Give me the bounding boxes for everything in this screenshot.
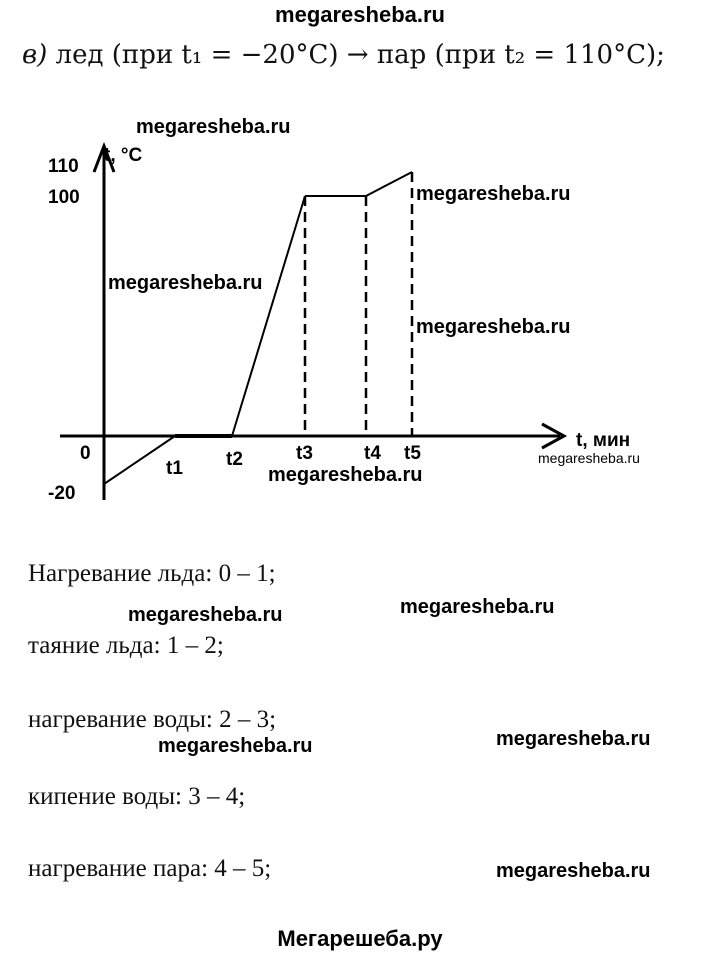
list-watermark-2: megaresheba.ru [400,596,555,618]
footer-watermark: Мегарешеба.ру [277,926,443,951]
x-tick-t2: t2 [226,449,243,470]
header-watermark: megaresheba.ru [275,2,445,27]
x-tick-t4: t4 [364,443,381,464]
step-water-boiling: кипение воды: 3 – 4; [28,783,246,810]
chart-dashed-lines [305,172,412,436]
list-watermark-4: megaresheba.ru [496,728,651,750]
step-water-heating: нагревание воды: 2 – 3; [28,706,277,733]
list-watermark-3: megaresheba.ru [158,735,313,757]
step-steam-heating: нагревание пара: 4 – 5; [28,855,272,882]
chart-watermark-top: megaresheba.ru [136,116,291,138]
step-ice-melting: таяние льда: 1 – 2; [28,632,224,659]
y-tick--20: -20 [48,483,76,504]
x-tick-0: 0 [80,443,91,464]
x-tick-t1: t1 [166,458,183,479]
list-watermark-5: megaresheba.ru [496,860,651,882]
y-tick-100: 100 [48,187,80,208]
x-tick-t3: t3 [296,443,313,464]
list-watermark-1: megaresheba.ru [128,604,283,626]
chart-watermark-right-mid: megaresheba.ru [416,316,571,338]
series-segment-t4-t5 [366,172,412,196]
chart-watermark-left-mid: megaresheba.ru [108,272,263,294]
y-axis-label: t, °C [104,145,143,166]
x-axis-label: t, мин [576,430,631,451]
chart-watermark-right-top: megaresheba.ru [416,183,571,205]
series-segment-t2-t3 [232,196,305,436]
x-tick-t5: t5 [404,443,421,464]
step-ice-heating: Нагревание льда: 0 – 1; [28,560,276,587]
task-label: в) [22,40,48,70]
chart-watermark-small: megaresheba.ru [538,450,640,466]
y-tick-110: 110 [48,156,79,177]
series-segment-0-t1 [104,436,175,484]
chart-watermark-bottom: megaresheba.ru [268,464,423,486]
task-text: лед (при t₁ = −20°C) → пар (при t₂ = 110°C); [55,40,665,70]
